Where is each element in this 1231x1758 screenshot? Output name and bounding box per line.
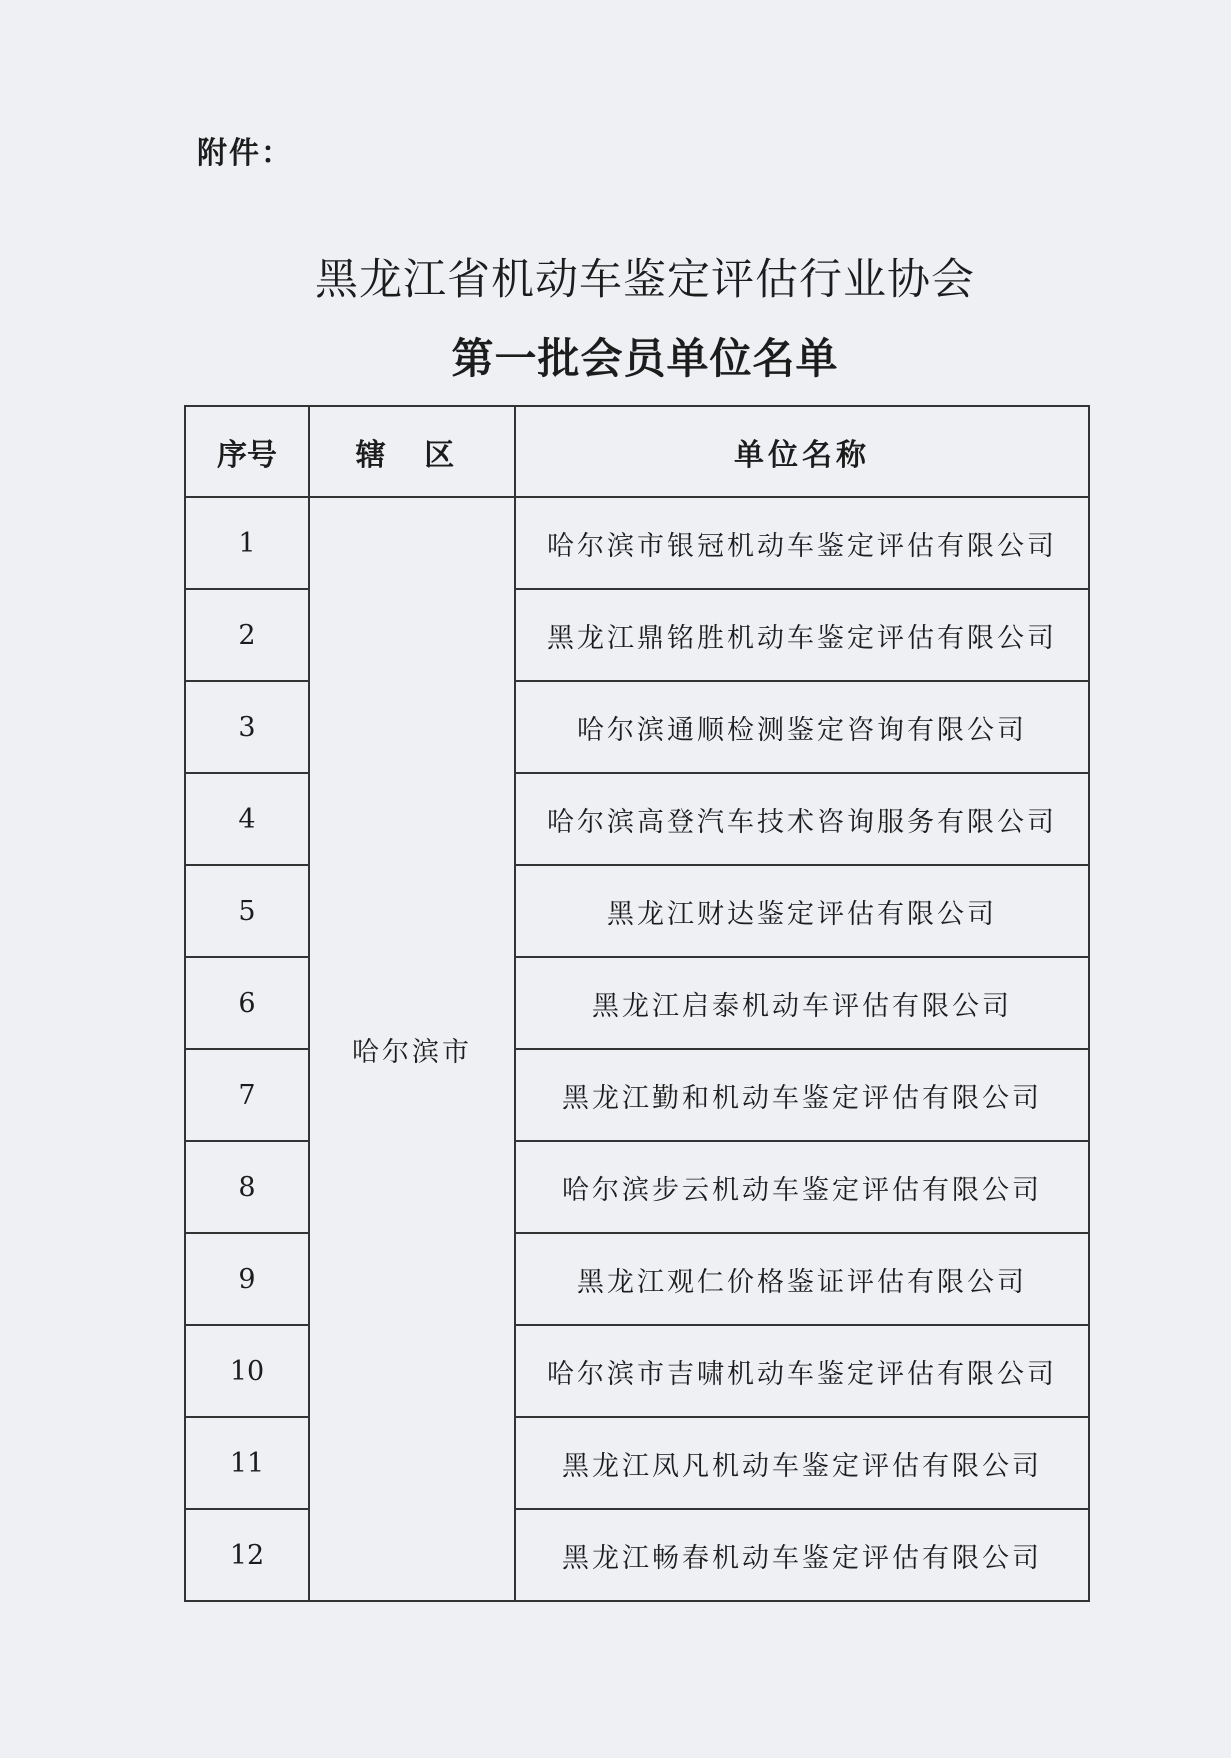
row-unit-name: 黑龙江启泰机动车评估有限公司 — [515, 957, 1089, 1049]
header-seq: 序号 — [185, 406, 309, 497]
row-seq: 6 — [185, 957, 309, 1049]
row-seq: 8 — [185, 1141, 309, 1233]
row-seq: 1 — [185, 497, 309, 589]
district-cell: 哈尔滨市 — [309, 497, 515, 1601]
document-subtitle: 第一批会员单位名单 — [451, 334, 839, 383]
row-unit-name: 黑龙江财达鉴定评估有限公司 — [515, 865, 1089, 957]
row-seq: 12 — [185, 1509, 309, 1601]
member-list-table — [184, 405, 1090, 1602]
row-unit-name: 黑龙江观仁价格鉴证评估有限公司 — [515, 1233, 1089, 1325]
row-unit-name: 哈尔滨通顺检测鉴定咨询有限公司 — [515, 681, 1089, 773]
table-header-row — [185, 406, 1089, 497]
table-row — [185, 497, 1089, 589]
row-unit-name: 哈尔滨市吉啸机动车鉴定评估有限公司 — [515, 1325, 1089, 1417]
row-seq: 2 — [185, 589, 309, 681]
row-unit-name: 黑龙江凤凡机动车鉴定评估有限公司 — [515, 1417, 1089, 1509]
row-unit-name: 黑龙江畅春机动车鉴定评估有限公司 — [515, 1509, 1089, 1601]
attachment-label: 附件： — [197, 136, 293, 171]
header-district: 辖 区 — [309, 406, 515, 497]
row-unit-name: 哈尔滨步云机动车鉴定评估有限公司 — [515, 1141, 1089, 1233]
row-seq: 7 — [185, 1049, 309, 1141]
header-unit-name: 单位名称 — [515, 406, 1089, 497]
row-seq: 10 — [185, 1325, 309, 1417]
row-unit-name: 黑龙江勤和机动车鉴定评估有限公司 — [515, 1049, 1089, 1141]
row-seq: 5 — [185, 865, 309, 957]
row-unit-name: 黑龙江鼎铭胜机动车鉴定评估有限公司 — [515, 589, 1089, 681]
row-unit-name: 哈尔滨高登汽车技术咨询服务有限公司 — [515, 773, 1089, 865]
row-seq: 9 — [185, 1233, 309, 1325]
document-title: 黑龙江省机动车鉴定评估行业协会 — [315, 255, 975, 305]
row-seq: 4 — [185, 773, 309, 865]
row-seq: 11 — [185, 1417, 309, 1509]
row-unit-name: 哈尔滨市银冠机动车鉴定评估有限公司 — [515, 497, 1089, 589]
row-seq: 3 — [185, 681, 309, 773]
